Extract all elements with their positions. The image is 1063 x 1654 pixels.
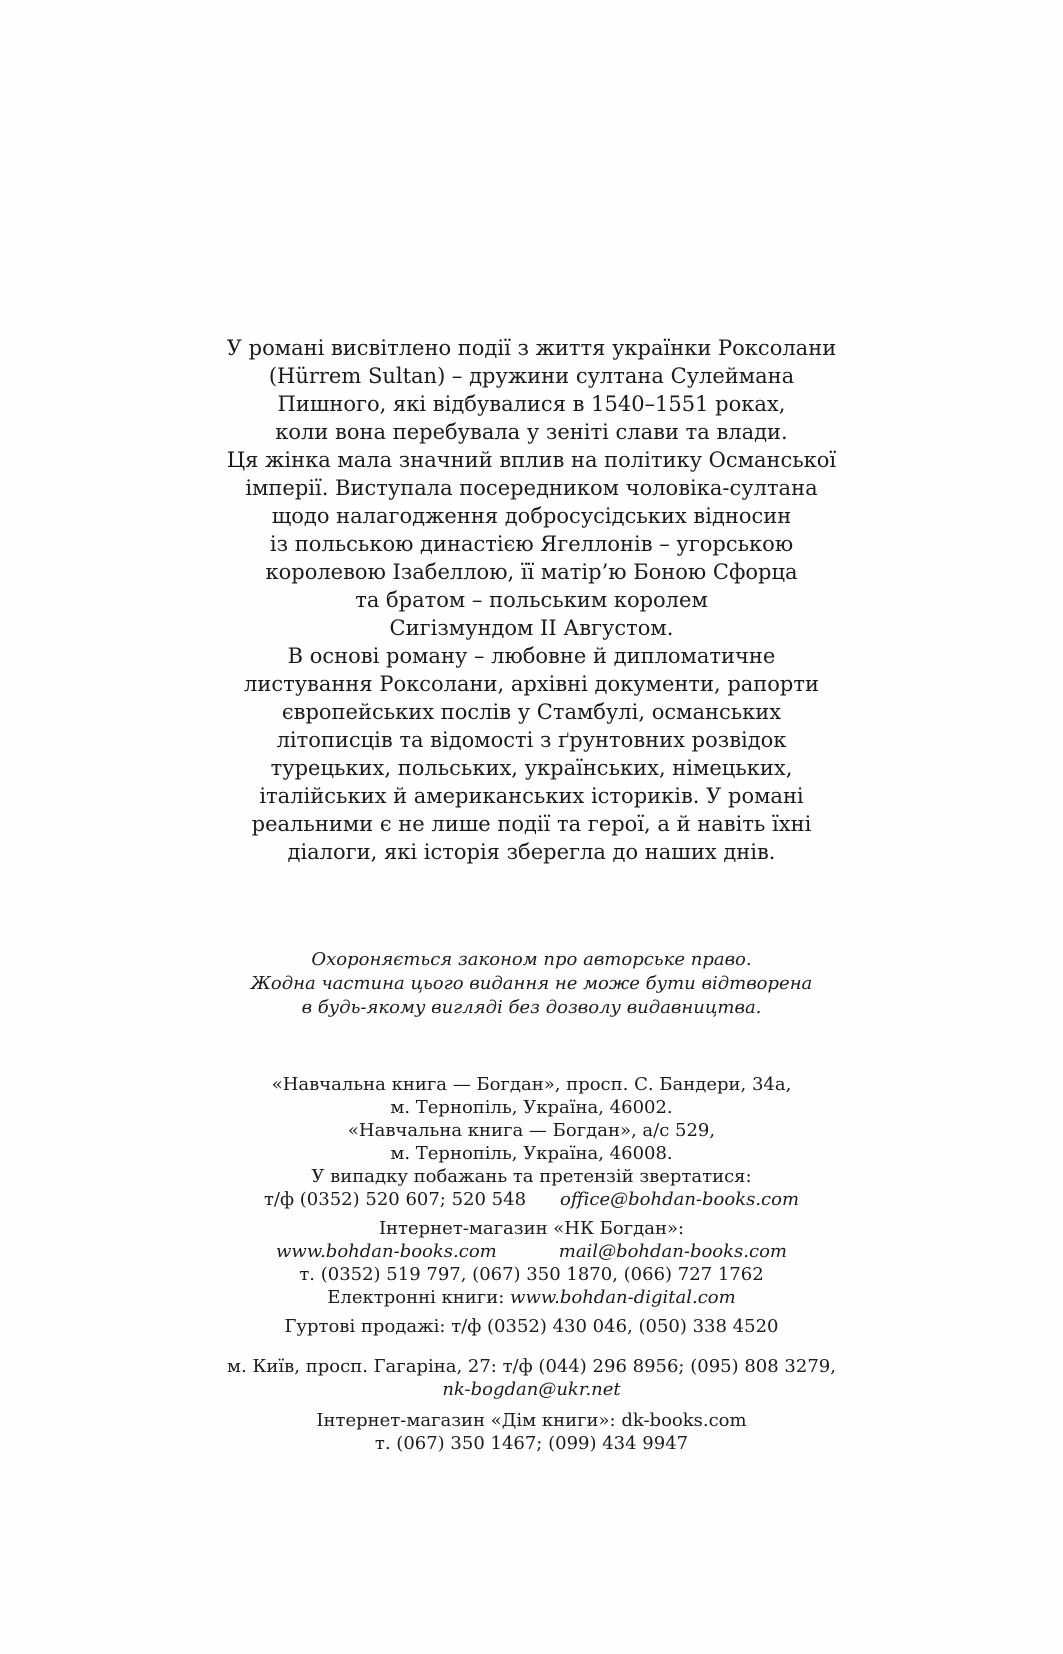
annotation-line: реальними є не лише події та герої, а й навіть їхні — [251, 812, 812, 836]
annotation-line: (Hürrem Sultan) – дружини султана Сулеймана — [268, 364, 795, 388]
wholesale-block — [56, 1315, 1007, 1338]
annotation-line: імперії. Виступала посередником чоловіка-султана — [245, 476, 818, 500]
publisher-mail-email: mail@bohdan-books.com — [558, 1241, 787, 1262]
publisher-website: www.bohdan-books.com — [276, 1241, 497, 1262]
ebooks-site: www.bohdan-digital.com — [510, 1287, 736, 1308]
dim-knygy-line: Інтернет-магазин «Дім книги»: dk-books.com — [316, 1410, 747, 1431]
annotation-line: коли вона перебувала у зеніті слави та влади. — [275, 420, 788, 444]
annotation-line: італійських й американських істориків. У романі — [259, 784, 804, 808]
annotation-line: Сигізмундом II Августом. — [389, 616, 674, 640]
dim-knygy-block — [56, 1409, 1007, 1455]
annotation-line: В основі роману – любовне й дипломатичне — [287, 644, 776, 668]
kyiv-block — [56, 1355, 1007, 1401]
annotation-line: діалоги, які історія зберегла до наших днів. — [287, 840, 776, 864]
publisher-phone-fax: т/ф (0352) 520 607; 520 548 — [263, 1189, 527, 1210]
copyright-line: Охороняється законом про авторське право. — [311, 949, 752, 970]
dim-knygy-phones: т. (067) 350 1467; (099) 434 9947 — [374, 1433, 689, 1454]
publisher-address-line: м. Тернопіль, Україна, 46002. — [390, 1097, 673, 1118]
annotation-line: Пишного, які відбувалися в 1540–1551 роках, — [277, 392, 786, 416]
publisher-phone-email-line — [56, 1188, 1007, 1211]
annotation-line: літописців та відомості з ґрунтовних розвідок — [276, 728, 787, 752]
kyiv-address-line: м. Київ, просп. Гагаріна, 27: т/ф (044) 296 8956; (095) 808 3279, — [227, 1356, 836, 1377]
publisher-address-line: «Навчальна книга — Богдан», а/с 529, — [347, 1120, 716, 1141]
publisher-contacts — [56, 1073, 1007, 1455]
annotation-line: Ця жінка мала значний вплив на політику Османської — [226, 448, 837, 472]
publisher-address-line: м. Тернопіль, Україна, 46008. — [390, 1143, 673, 1164]
kyiv-email: nk-bogdan@ukr.net — [442, 1379, 621, 1400]
online-store-block — [56, 1217, 1007, 1309]
copyright-line: в будь-якому вигляді без дозволу видавництва. — [301, 997, 762, 1018]
publisher-address-line: «Навчальна книга — Богдан», просп. С. Бандери, 34а, — [271, 1074, 792, 1095]
annotation-paragraph — [106, 334, 957, 866]
copyright-notice — [106, 948, 957, 1020]
online-store-links — [56, 1240, 1007, 1263]
ebooks-line — [56, 1286, 1007, 1309]
publisher-feedback-line: У випадку побажань та претензій звертатися: — [311, 1166, 752, 1187]
annotation-line: та братом – польським королем — [355, 588, 708, 612]
annotation-line: із польською династією Ягеллонів – угорською — [269, 532, 794, 556]
annotation-line: турецьких, польських, українських, німецьких, — [270, 756, 793, 780]
annotation-line: королевою Ізабеллою, її матір’ю Боною Сфорца — [265, 560, 798, 584]
annotation-line: європейських послів у Стамбулі, османських — [281, 700, 782, 724]
annotation-line: У романі висвітлено події з життя українки Роксолани — [226, 336, 837, 360]
publisher-office-email: office@bohdan-books.com — [560, 1189, 800, 1210]
online-store-phones: т. (0352) 519 797, (067) 350 1870, (066) 727 1762 — [299, 1264, 764, 1285]
annotation-line: щодо налагодження добросусідських відносин — [271, 504, 792, 528]
wholesale-line: Гуртові продажі: т/ф (0352) 430 046, (050) 338 4520 — [284, 1316, 779, 1337]
annotation-line: листування Роксолани, архівні документи, рапорти — [243, 672, 819, 696]
publisher-address-block — [56, 1073, 1007, 1211]
online-store-title: Інтернет-магазин «НК Богдан»: — [378, 1218, 685, 1239]
ebooks-label: Електронні книги: — [327, 1287, 505, 1308]
copyright-line: Жодна частина цього видання не може бути відтворена — [250, 973, 813, 994]
